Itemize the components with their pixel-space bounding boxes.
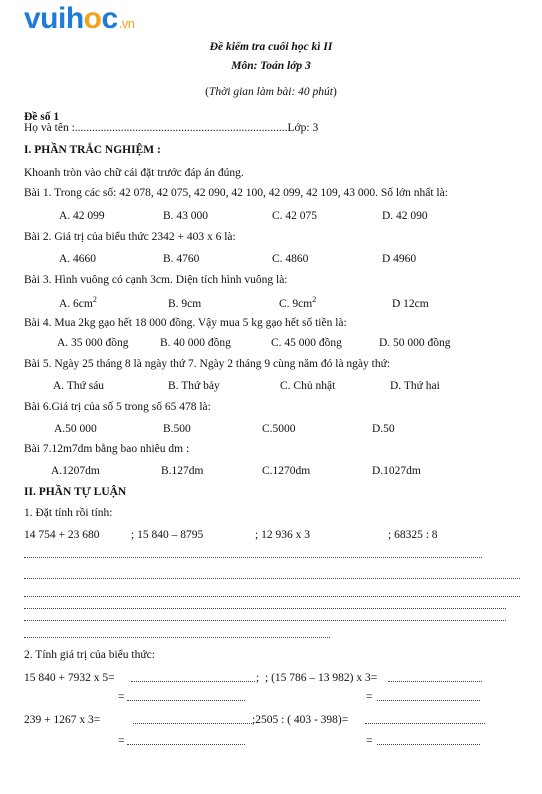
- expr-2: ; (15 786 – 13 982) x 3=: [265, 672, 378, 684]
- q7-option-c: C.1270dm: [262, 465, 311, 477]
- expr-3: 239 + 1267 x 3=: [24, 714, 101, 726]
- answer-line[interactable]: [24, 620, 506, 621]
- answer-line[interactable]: [131, 681, 255, 682]
- question-1: Bài 1. Trong các số: 42 078, 42 075, 42 090, 42 100, 42 099, 42 109, 43 000. Số lớn nhất là:: [24, 187, 448, 199]
- exam-title: Đề kiểm tra cuối học kì II: [209, 41, 333, 53]
- q3-option-b: B. 9cm: [168, 298, 202, 310]
- answer-line[interactable]: [377, 700, 480, 701]
- calc-3: ; 12 936 x 3: [255, 529, 310, 541]
- q6-option-d: D.50: [372, 423, 395, 435]
- q2-option-c: C. 4860: [272, 253, 309, 265]
- answer-line[interactable]: [377, 744, 480, 745]
- q7-option-b: B.127dm: [161, 465, 204, 477]
- answer-line[interactable]: [24, 608, 506, 609]
- answer-line[interactable]: [24, 596, 520, 597]
- name-line: Họ và tên :..........................................................................Lớp: 3: [24, 122, 319, 134]
- q1-option-a: A. 42 099: [59, 210, 105, 222]
- answer-line[interactable]: [365, 723, 485, 724]
- calc-4: ; 68325 : 8: [388, 529, 438, 541]
- answer-line[interactable]: [133, 723, 252, 724]
- q2-option-b: B. 4760: [163, 253, 200, 265]
- q4-option-a: A. 35 000 đồng: [57, 337, 129, 349]
- part1-heading: I. PHẦN TRẮC NGHIỆM :: [24, 144, 161, 156]
- q7-option-d: D.1027dm: [372, 465, 421, 477]
- calc-2: ; 15 840 – 8795: [131, 529, 204, 541]
- question-5: Bài 5. Ngày 25 tháng 8 là ngày thứ 7. Ngày 2 tháng 9 cùng năm đó là ngày thứ:: [24, 358, 391, 370]
- task2-title: 2. Tính giá trị của biểu thức:: [24, 649, 155, 661]
- answer-line[interactable]: [127, 700, 245, 701]
- answer-line[interactable]: [24, 578, 520, 579]
- equals-sign: =: [118, 735, 125, 747]
- q2-option-d: D 4960: [382, 253, 417, 265]
- calc-1: 14 754 + 23 680: [24, 529, 100, 541]
- q1-option-b: B. 43 000: [163, 210, 209, 222]
- part1-instruction: Khoanh tròn vào chữ cái đặt trước đáp án đúng.: [24, 167, 244, 179]
- question-2: Bài 2. Giá trị của biểu thức 2342 + 403 x 6 là:: [24, 231, 236, 243]
- answer-line[interactable]: [388, 681, 482, 682]
- q4-option-d: D. 50 000 đồng: [379, 337, 451, 349]
- q6-option-a: A.50 000: [54, 423, 97, 435]
- q5-option-a: A. Thứ sáu: [53, 380, 105, 392]
- time-note: (Thời gian làm bài: 40 phút): [205, 86, 337, 98]
- equals-sign: =: [366, 735, 373, 747]
- q4-option-c: C. 45 000 đồng: [271, 337, 342, 349]
- expr-4: ;2505 : ( 403 - 398)=: [252, 714, 349, 726]
- equals-sign: =: [118, 691, 125, 703]
- q3-option-c: C. $9cm^2$: [279, 295, 317, 310]
- exam-number: Đề số 1: [24, 111, 60, 123]
- q2-option-a: A. 4660: [59, 253, 97, 265]
- q5-option-d: D. Thứ hai: [390, 380, 440, 392]
- q6-option-c: C.5000: [262, 423, 296, 435]
- q3-option-a: A. $6cm^2$: [59, 295, 97, 310]
- subject-title: Môn: Toán lớp 3: [231, 60, 311, 72]
- q5-option-c: C. Chủ nhật: [280, 380, 336, 392]
- answer-line[interactable]: [24, 637, 330, 638]
- q7-option-a: A.1207dm: [51, 465, 100, 477]
- task1-title: 1. Đặt tính rồi tính:: [24, 507, 113, 519]
- q1-option-d: D. 42 090: [382, 210, 428, 222]
- question-7: Bài 7.12m7dm bằng bao nhiêu dm :: [24, 443, 190, 455]
- q4-option-b: B. 40 000 đồng: [160, 337, 231, 349]
- equals-sign: =: [366, 691, 373, 703]
- answer-line[interactable]: [24, 557, 482, 558]
- answer-line[interactable]: [127, 744, 245, 745]
- q6-option-b: B.500: [163, 423, 191, 435]
- expr-1: 15 840 + 7932 x 5=: [24, 672, 115, 684]
- vuihoc-logo: vuihoc.vn: [24, 2, 135, 35]
- q1-option-c: C. 42 075: [272, 210, 318, 222]
- q3-option-d: D 12cm: [392, 298, 429, 310]
- question-4: Bài 4. Mua 2kg gạo hết 18 000 đồng. Vậy mua 5 kg gạo hết số tiền là:: [24, 317, 347, 329]
- semicolon: ;: [256, 672, 260, 684]
- q5-option-b: B. Thứ bảy: [168, 380, 220, 392]
- question-3: Bài 3. Hình vuông có cạnh 3cm. Diện tích hình vuông là:: [24, 274, 288, 286]
- question-6: Bài 6.Giá trị của số 5 trong số 65 478 là:: [24, 401, 211, 413]
- part2-heading: II. PHẦN TỰ LUẬN: [24, 486, 127, 498]
